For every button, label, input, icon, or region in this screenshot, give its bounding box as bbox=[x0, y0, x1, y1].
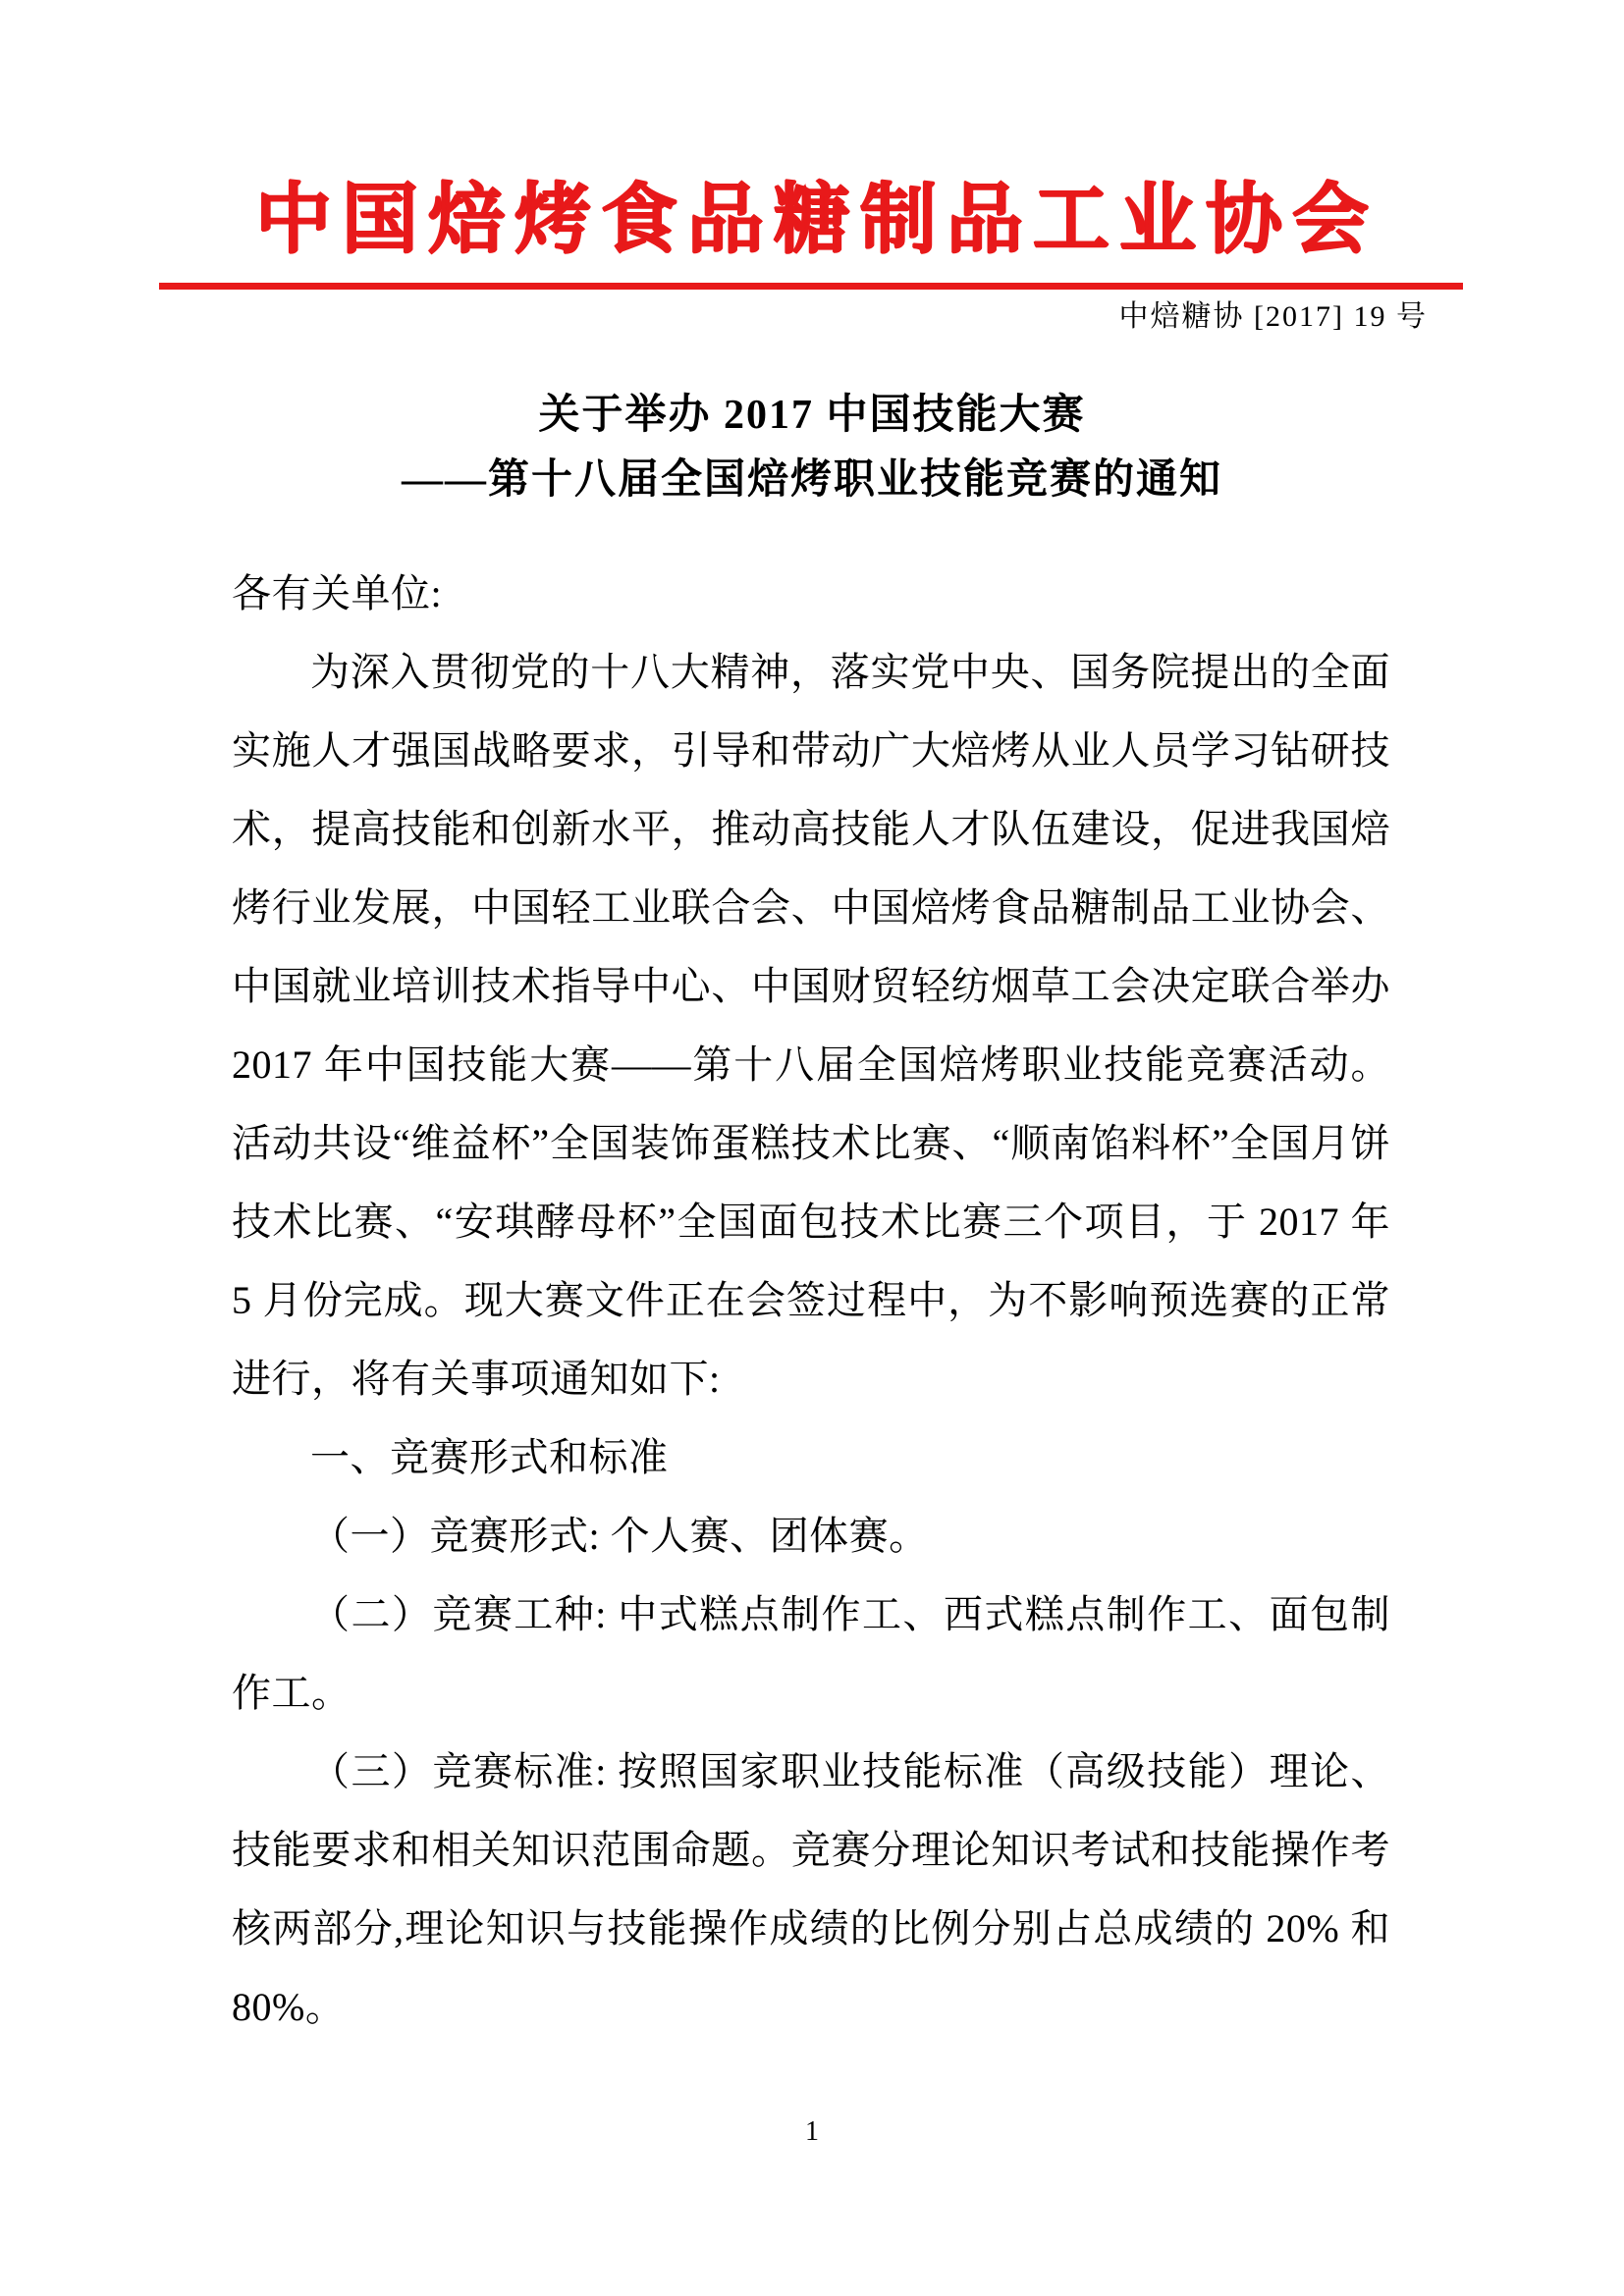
section-heading-one: 一、竞赛形式和标准 bbox=[310, 1435, 669, 1479]
subsection-competition-standards: （三）竞赛标准: 按照国家职业技能标准（高级技能）理论、技能要求和相关知识范围命题。竞赛分理论知识考试和技能操作考核两部分,理论知识与技能操作成绩的比例分别占总成绩的 20% 和 80%。 bbox=[232, 1749, 1390, 2029]
page-number: 1 bbox=[805, 2116, 819, 2147]
document-title-line-2: ——第十八届全国焙烤职业技能竞赛的通知 bbox=[401, 457, 1222, 503]
document-body bbox=[232, 555, 1390, 2047]
document-title-line-1: 关于举办 2017 中国技能大赛 bbox=[538, 393, 1086, 438]
letterhead-title: 中国焙烤食品糖制品工业协会 bbox=[254, 177, 1379, 262]
subsection-competition-trades: （二）竞赛工种: 中式糕点制作工、西式糕点制作工、面包制作工。 bbox=[232, 1592, 1390, 1715]
document-title bbox=[159, 383, 1465, 512]
subsection-competition-format: （一）竞赛形式: 个人赛、团体赛。 bbox=[310, 1514, 929, 1558]
body-paragraph: 为深入贯彻党的十八大精神，落实党中央、国务院提出的全面实施人才强国战略要求，引导和带动广大焙烤从业人员学习钻研技术，提高技能和创新水平，推动高技能人才队伍建设，促进我国焙烤行业发展，中国轻工业联合会、中国焙烤食品糖制品工业协会、中国就业培训技术指导中心、中国财贸轻纺烟草工会决定联合举办 2017 年中国技能大赛——第十八届全国焙烤职业技能竞赛活动。活动共设“维益杯”全国装饰蛋糕技术比赛、“顺南馅料杯”全国月饼技术比赛、“安琪酵母杯”全国面包技术比赛三个项目，于 2017 年 5 月份完成。现大赛文件正在会签过程中，为不影响预选赛的正常进行，将有关事项通知如下: bbox=[232, 650, 1390, 1401]
letterhead bbox=[159, 173, 1465, 267]
document-number: 中焙糖协 [2017] 19 号 bbox=[1118, 300, 1428, 333]
letterhead-red-rule bbox=[159, 283, 1463, 290]
salutation: 各有关单位: bbox=[232, 571, 443, 615]
